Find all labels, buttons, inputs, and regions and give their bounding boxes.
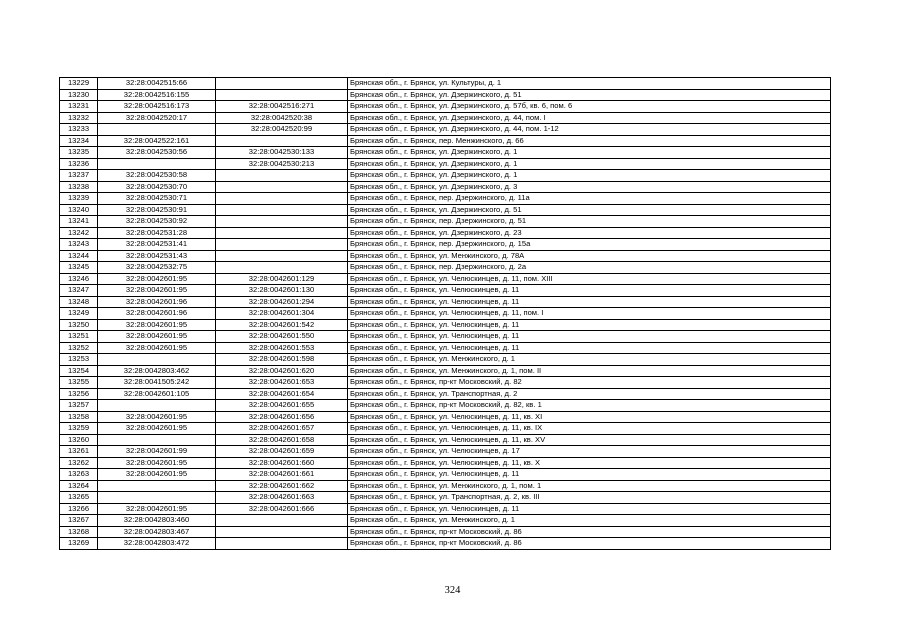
cadastral-number-cell: 32:28:0042530:91 (98, 204, 216, 216)
row-number-cell: 13233 (60, 124, 98, 136)
table-row (60, 411, 831, 423)
parent-cadastral-number-cell: 32:28:0042516:271 (216, 101, 348, 113)
cadastral-number-cell: 32:28:0042531:41 (98, 239, 216, 251)
row-number-cell: 13265 (60, 492, 98, 504)
table-row (60, 216, 831, 228)
row-number-cell: 13264 (60, 480, 98, 492)
address-cell: Брянская обл., г. Брянск, ул. Дзержинского, д. 51 (348, 89, 831, 101)
row-number-cell: 13239 (60, 193, 98, 205)
parent-cadastral-number-cell (216, 239, 348, 251)
cadastral-number-cell (98, 354, 216, 366)
parent-cadastral-number-cell: 32:28:0042601:620 (216, 365, 348, 377)
table-row (60, 250, 831, 262)
table-row (60, 181, 831, 193)
cadastral-number-cell: 32:28:0042601:95 (98, 411, 216, 423)
parent-cadastral-number-cell: 32:28:0042530:213 (216, 158, 348, 170)
address-cell: Брянская обл., г. Брянск, ул. Челюскинцев, д. 11, кв. XI (348, 411, 831, 423)
parent-cadastral-number-cell (216, 204, 348, 216)
table-row (60, 285, 831, 297)
row-number-cell: 13259 (60, 423, 98, 435)
address-cell: Брянская обл., г. Брянск, ул. Челюскинцев, д. 11, пом. I (348, 308, 831, 320)
row-number-cell: 13231 (60, 101, 98, 113)
table-row (60, 400, 831, 412)
parent-cadastral-number-cell (216, 227, 348, 239)
page-number: 324 (444, 585, 461, 596)
address-cell: Брянская обл., г. Брянск, пер. Дзержинского, д. 51 (348, 216, 831, 228)
parent-cadastral-number-cell: 32:28:0042520:38 (216, 112, 348, 124)
table-row (60, 342, 831, 354)
address-cell: Брянская обл., г. Брянск, ул. Менжинского, д. 1 (348, 354, 831, 366)
parent-cadastral-number-cell: 32:28:0042601:542 (216, 319, 348, 331)
table-row (60, 124, 831, 136)
table-row (60, 365, 831, 377)
row-number-cell: 13237 (60, 170, 98, 182)
address-cell: Брянская обл., г. Брянск, ул. Дзержинского, д. 23 (348, 227, 831, 239)
row-number-cell: 13249 (60, 308, 98, 320)
parent-cadastral-number-cell (216, 538, 348, 550)
address-cell: Брянская обл., г. Брянск, ул. Дзержинского, д. 1 (348, 147, 831, 159)
parent-cadastral-number-cell: 32:28:0042601:666 (216, 503, 348, 515)
row-number-cell: 13255 (60, 377, 98, 389)
address-cell: Брянская обл., г. Брянск, ул. Дзержинского, д. 1 (348, 158, 831, 170)
parent-cadastral-number-cell (216, 89, 348, 101)
table-row (60, 469, 831, 481)
cadastral-number-cell: 32:28:0042601:96 (98, 308, 216, 320)
cadastral-number-cell (98, 158, 216, 170)
address-cell: Брянская обл., г. Брянск, ул. Дзержинского, д. 1 (348, 170, 831, 182)
row-number-cell: 13257 (60, 400, 98, 412)
table-row (60, 135, 831, 147)
cadastral-number-cell (98, 124, 216, 136)
address-cell: Брянская обл., г. Брянск, ул. Челюскинцев, д. 11 (348, 331, 831, 343)
row-number-cell: 13245 (60, 262, 98, 274)
cadastral-number-cell (98, 434, 216, 446)
address-cell: Брянская обл., г. Брянск, ул. Дзержинского, д. 57б, кв. 6, пом. 6 (348, 101, 831, 113)
parent-cadastral-number-cell (216, 193, 348, 205)
parent-cadastral-number-cell: 32:28:0042601:661 (216, 469, 348, 481)
cadastral-number-cell: 32:28:0042530:56 (98, 147, 216, 159)
parent-cadastral-number-cell: 32:28:0042601:130 (216, 285, 348, 297)
parent-cadastral-number-cell (216, 526, 348, 538)
row-number-cell: 13229 (60, 78, 98, 90)
row-number-cell: 13269 (60, 538, 98, 550)
address-cell: Брянская обл., г. Брянск, ул. Дзержинского, д. 3 (348, 181, 831, 193)
cadastral-number-cell (98, 400, 216, 412)
table-row (60, 319, 831, 331)
address-cell: Брянская обл., г. Брянск, ул. Транспортная, д. 2 (348, 388, 831, 400)
parent-cadastral-number-cell (216, 78, 348, 90)
address-cell: Брянская обл., г. Брянск, ул. Менжинского, д. 1 (348, 515, 831, 527)
table-row (60, 423, 831, 435)
cadastral-number-cell: 32:28:0042530:58 (98, 170, 216, 182)
row-number-cell: 13241 (60, 216, 98, 228)
row-number-cell: 13268 (60, 526, 98, 538)
table-row (60, 434, 831, 446)
row-number-cell: 13258 (60, 411, 98, 423)
address-cell: Брянская обл., г. Брянск, пер. Менжинского, д. 66 (348, 135, 831, 147)
address-cell: Брянская обл., г. Брянск, ул. Дзержинского, д. 44, пом. 1-12 (348, 124, 831, 136)
row-number-cell: 13230 (60, 89, 98, 101)
address-cell: Брянская обл., г. Брянск, ул. Менжинского, д. 1, пом. 1 (348, 480, 831, 492)
table-row (60, 515, 831, 527)
row-number-cell: 13261 (60, 446, 98, 458)
table-row (60, 457, 831, 469)
cadastral-number-cell: 32:28:0042803:472 (98, 538, 216, 550)
address-cell: Брянская обл., г. Брянск, пер. Дзержинского, д. 2а (348, 262, 831, 274)
parent-cadastral-number-cell (216, 170, 348, 182)
row-number-cell: 13235 (60, 147, 98, 159)
row-number-cell: 13266 (60, 503, 98, 515)
address-cell: Брянская обл., г. Брянск, ул. Транспортная, д. 2, кв. III (348, 492, 831, 504)
table-row (60, 101, 831, 113)
table-row (60, 170, 831, 182)
parent-cadastral-number-cell: 32:28:0042601:550 (216, 331, 348, 343)
table-row (60, 89, 831, 101)
parent-cadastral-number-cell: 32:28:0042520:99 (216, 124, 348, 136)
cadastral-number-cell: 32:28:0042516:173 (98, 101, 216, 113)
parent-cadastral-number-cell (216, 216, 348, 228)
cadastral-number-cell: 32:28:0042601:96 (98, 296, 216, 308)
parent-cadastral-number-cell: 32:28:0042601:294 (216, 296, 348, 308)
parent-cadastral-number-cell: 32:28:0042530:133 (216, 147, 348, 159)
table-row (60, 273, 831, 285)
address-cell: Брянская обл., г. Брянск, ул. Челюскинцев, д. 17 (348, 446, 831, 458)
cadastral-number-cell: 32:28:0042601:95 (98, 469, 216, 481)
table-row (60, 227, 831, 239)
row-number-cell: 13260 (60, 434, 98, 446)
address-cell: Брянская обл., г. Брянск, ул. Культуры, д. 1 (348, 78, 831, 90)
row-number-cell: 13248 (60, 296, 98, 308)
address-cell: Брянская обл., г. Брянск, пер. Дзержинского, д. 15а (348, 239, 831, 251)
cadastral-number-cell: 32:28:0042601:105 (98, 388, 216, 400)
address-cell: Брянская обл., г. Брянск, пр-кт Московский, д. 86 (348, 538, 831, 550)
cadastral-number-cell: 32:28:0042601:95 (98, 319, 216, 331)
cadastral-number-cell: 32:28:0042601:95 (98, 273, 216, 285)
cadastral-number-cell: 32:28:0042530:92 (98, 216, 216, 228)
parent-cadastral-number-cell (216, 250, 348, 262)
row-number-cell: 13244 (60, 250, 98, 262)
table-row (60, 112, 831, 124)
parent-cadastral-number-cell: 32:28:0042601:655 (216, 400, 348, 412)
row-number-cell: 13236 (60, 158, 98, 170)
table-row (60, 446, 831, 458)
parent-cadastral-number-cell: 32:28:0042601:662 (216, 480, 348, 492)
cadastral-number-cell: 32:28:0042520:17 (98, 112, 216, 124)
parent-cadastral-number-cell: 32:28:0042601:654 (216, 388, 348, 400)
parent-cadastral-number-cell (216, 515, 348, 527)
cadastral-number-cell (98, 480, 216, 492)
parent-cadastral-number-cell: 32:28:0042601:660 (216, 457, 348, 469)
table-row (60, 158, 831, 170)
table-row (60, 377, 831, 389)
address-cell: Брянская обл., г. Брянск, ул. Челюскинцев, д. 11 (348, 319, 831, 331)
table-row (60, 526, 831, 538)
row-number-cell: 13263 (60, 469, 98, 481)
cadastral-number-cell: 32:28:0042803:462 (98, 365, 216, 377)
address-cell: Брянская обл., г. Брянск, ул. Менжинского, д. 1, пом. II (348, 365, 831, 377)
cadastral-number-cell: 32:28:0042516:155 (98, 89, 216, 101)
cadastral-number-cell: 32:28:0042601:95 (98, 423, 216, 435)
cadastral-number-cell: 32:28:0042601:95 (98, 331, 216, 343)
cadastral-number-cell: 32:28:0042531:28 (98, 227, 216, 239)
parent-cadastral-number-cell: 32:28:0042601:663 (216, 492, 348, 504)
table-row (60, 503, 831, 515)
table-row (60, 480, 831, 492)
parent-cadastral-number-cell: 32:28:0042601:653 (216, 377, 348, 389)
row-number-cell: 13242 (60, 227, 98, 239)
cadastral-number-cell: 32:28:0042601:95 (98, 503, 216, 515)
address-cell: Брянская обл., г. Брянск, ул. Челюскинцев, д. 11 (348, 296, 831, 308)
address-cell: Брянская обл., г. Брянск, ул. Челюскинцев, д. 11 (348, 503, 831, 515)
cadastral-number-cell: 32:28:0041505:242 (98, 377, 216, 389)
address-cell: Брянская обл., г. Брянск, пр-кт Московский, д. 82 (348, 377, 831, 389)
parent-cadastral-number-cell: 32:28:0042601:598 (216, 354, 348, 366)
parent-cadastral-number-cell: 32:28:0042601:553 (216, 342, 348, 354)
row-number-cell: 13240 (60, 204, 98, 216)
cadastral-number-cell: 32:28:0042530:70 (98, 181, 216, 193)
table-row (60, 538, 831, 550)
cadastral-number-cell: 32:28:0042601:99 (98, 446, 216, 458)
address-cell: Брянская обл., г. Брянск, ул. Дзержинского, д. 44, пом. I (348, 112, 831, 124)
row-number-cell: 13250 (60, 319, 98, 331)
address-cell: Брянская обл., г. Брянск, ул. Челюскинцев, д. 11, пом. XIII (348, 273, 831, 285)
cadastral-number-cell: 32:28:0042532:75 (98, 262, 216, 274)
table-row (60, 78, 831, 90)
table-row (60, 354, 831, 366)
table-row (60, 308, 831, 320)
parent-cadastral-number-cell: 32:28:0042601:657 (216, 423, 348, 435)
cadastral-number-cell: 32:28:0042601:95 (98, 457, 216, 469)
row-number-cell: 13238 (60, 181, 98, 193)
cadastral-number-cell: 32:28:0042531:43 (98, 250, 216, 262)
table-row (60, 388, 831, 400)
address-cell: Брянская обл., г. Брянск, ул. Челюскинцев, д. 11, кв. XV (348, 434, 831, 446)
row-number-cell: 13254 (60, 365, 98, 377)
parent-cadastral-number-cell: 32:28:0042601:658 (216, 434, 348, 446)
row-number-cell: 13232 (60, 112, 98, 124)
parent-cadastral-number-cell: 32:28:0042601:304 (216, 308, 348, 320)
cadastral-number-cell: 32:28:0042522:161 (98, 135, 216, 147)
row-number-cell: 13256 (60, 388, 98, 400)
row-number-cell: 13253 (60, 354, 98, 366)
cadastral-number-cell: 32:28:0042601:95 (98, 342, 216, 354)
table-row (60, 296, 831, 308)
cadastral-number-cell (98, 492, 216, 504)
table-row (60, 193, 831, 205)
parent-cadastral-number-cell (216, 135, 348, 147)
row-number-cell: 13247 (60, 285, 98, 297)
row-number-cell: 13252 (60, 342, 98, 354)
address-cell: Брянская обл., г. Брянск, ул. Челюскинцев, д. 11 (348, 469, 831, 481)
row-number-cell: 13251 (60, 331, 98, 343)
parent-cadastral-number-cell: 32:28:0042601:129 (216, 273, 348, 285)
address-cell: Брянская обл., г. Брянск, пр-кт Московский, д. 82, кв. 1 (348, 400, 831, 412)
table-row (60, 239, 831, 251)
address-cell: Брянская обл., г. Брянск, ул. Челюскинцев, д. 11, кв. X (348, 457, 831, 469)
address-cell: Брянская обл., г. Брянск, пр-кт Московский, д. 86 (348, 526, 831, 538)
table-row (60, 492, 831, 504)
address-cell: Брянская обл., г. Брянск, ул. Менжинского, д. 78А (348, 250, 831, 262)
cadastral-number-cell: 32:28:0042601:95 (98, 285, 216, 297)
address-cell: Брянская обл., г. Брянск, ул. Дзержинского, д. 51 (348, 204, 831, 216)
table-row (60, 331, 831, 343)
address-cell: Брянская обл., г. Брянск, ул. Челюскинцев, д. 11, кв. IX (348, 423, 831, 435)
registry-table (59, 77, 831, 550)
row-number-cell: 13234 (60, 135, 98, 147)
parent-cadastral-number-cell (216, 181, 348, 193)
parent-cadastral-number-cell (216, 262, 348, 274)
cadastral-number-cell: 32:28:0042530:71 (98, 193, 216, 205)
cadastral-number-cell: 32:28:0042803:467 (98, 526, 216, 538)
address-cell: Брянская обл., г. Брянск, ул. Челюскинцев, д. 11 (348, 342, 831, 354)
row-number-cell: 13267 (60, 515, 98, 527)
registry-table-body (60, 78, 831, 550)
table-row (60, 262, 831, 274)
table-row (60, 147, 831, 159)
row-number-cell: 13243 (60, 239, 98, 251)
parent-cadastral-number-cell: 32:28:0042601:656 (216, 411, 348, 423)
row-number-cell: 13262 (60, 457, 98, 469)
address-cell: Брянская обл., г. Брянск, ул. Челюскинцев, д. 11 (348, 285, 831, 297)
table-row (60, 204, 831, 216)
address-cell: Брянская обл., г. Брянск, пер. Дзержинского, д. 11а (348, 193, 831, 205)
cadastral-number-cell: 32:28:0042803:460 (98, 515, 216, 527)
cadastral-number-cell: 32:28:0042515:66 (98, 78, 216, 90)
row-number-cell: 13246 (60, 273, 98, 285)
parent-cadastral-number-cell: 32:28:0042601:659 (216, 446, 348, 458)
